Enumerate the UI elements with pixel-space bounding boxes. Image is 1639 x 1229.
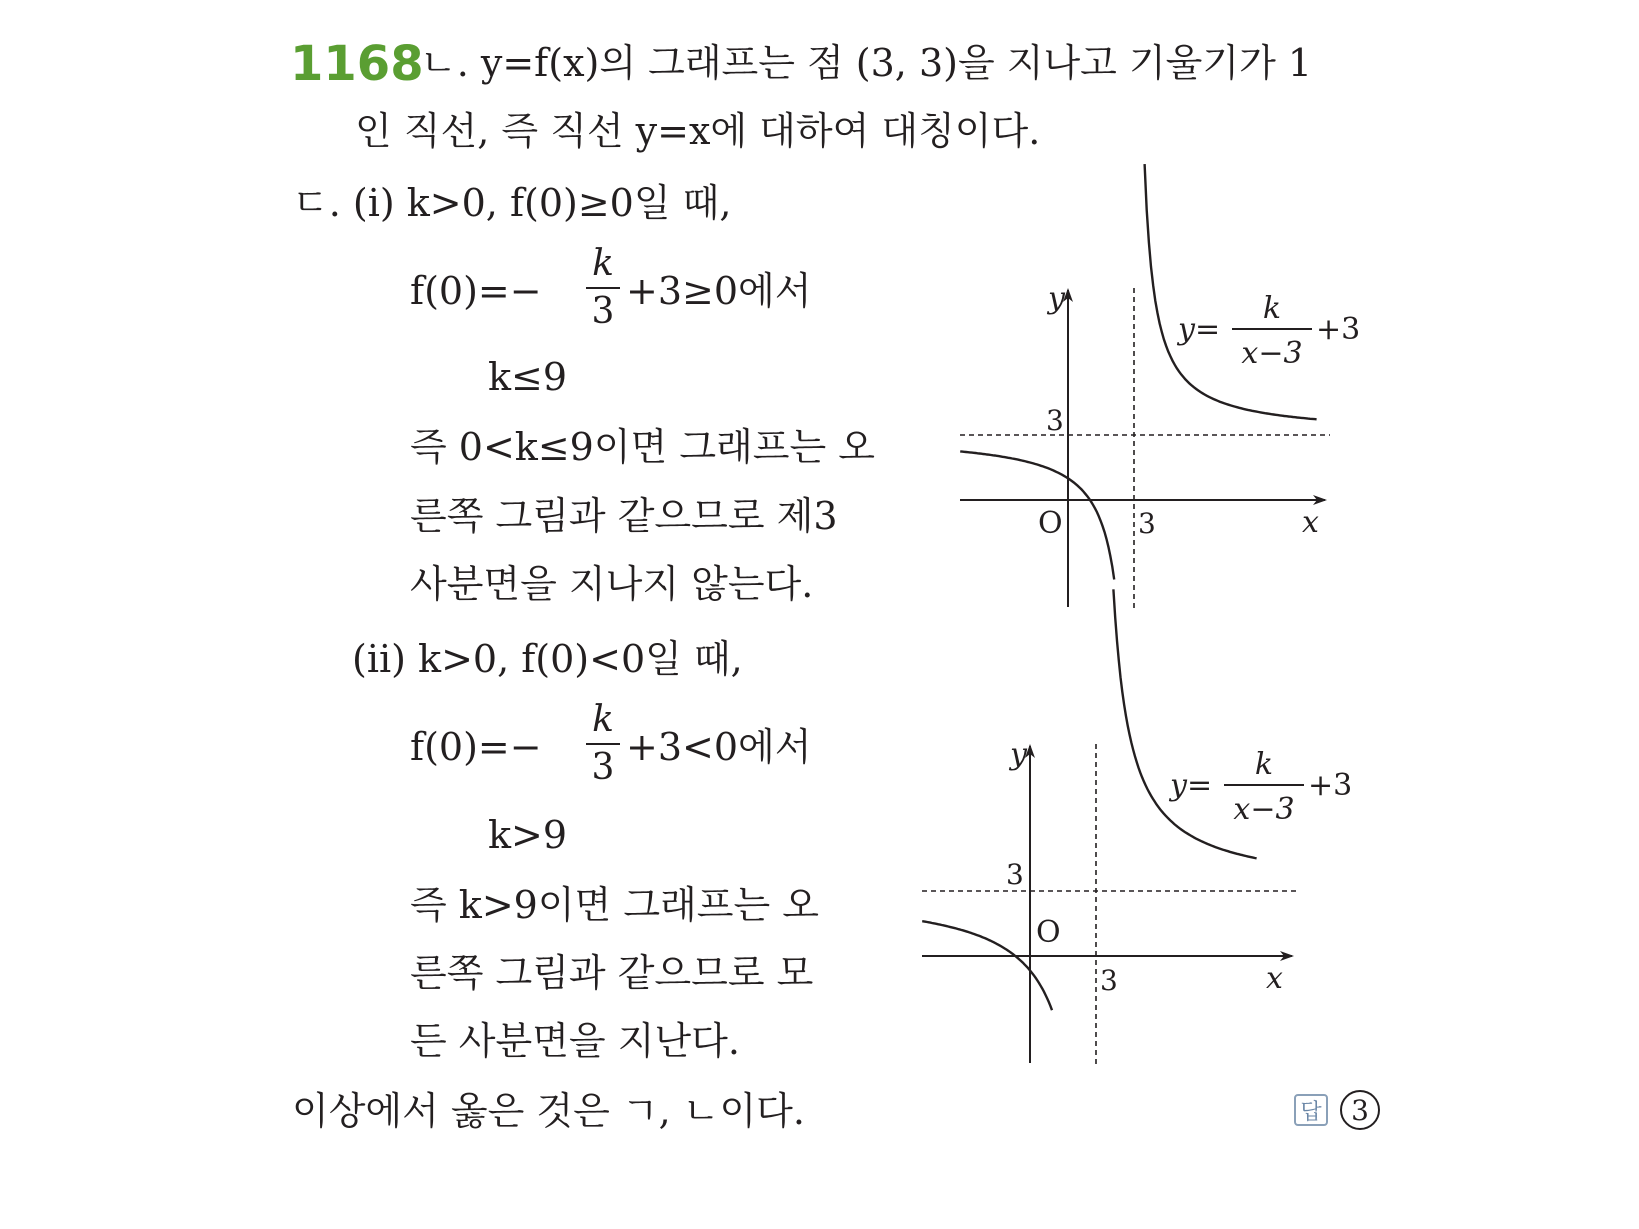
curve-label-suffix: +3	[1308, 768, 1353, 803]
case2-fraction	[586, 699, 620, 788]
curve-label-prefix: y=	[1170, 768, 1213, 803]
origin-label: O	[1036, 915, 1061, 950]
case2-frac-den: 3	[591, 747, 615, 788]
x-tick-label: 3	[1100, 964, 1118, 997]
case2-frac-bar	[586, 743, 620, 745]
y-tick-label: 3	[1006, 858, 1024, 891]
case2-result: k>9	[488, 813, 568, 857]
case1-text2: 른쪽 그림과 같으므로 제3	[410, 494, 838, 538]
graph-case1	[960, 280, 1400, 610]
case1-frac-den: 3	[591, 291, 615, 332]
part-b-line1: ㄴ. y=f(x)의 그래프는 점 (3, 3)을 지나고 기울기가 1	[420, 41, 1313, 85]
case1-fraction	[586, 243, 620, 332]
curve-left-branch	[922, 921, 1052, 1010]
graph-case2	[922, 736, 1400, 1066]
case1-eq-lhs: f(0)=−	[410, 269, 542, 313]
case2-text3: 든 사분면을 지난다.	[410, 1019, 740, 1063]
problem-number: 1168	[290, 36, 424, 92]
y-axis-label: y	[1048, 281, 1065, 316]
case1-frac-num: k	[592, 243, 614, 284]
x-axis-label: x	[1266, 961, 1283, 996]
x-tick-label: 3	[1138, 507, 1156, 540]
x-axis-label: x	[1302, 505, 1319, 540]
case2-frac-num: k	[592, 699, 614, 740]
case1-text3: 사분면을 지나지 않는다.	[410, 562, 814, 606]
part-b-line2: 인 직선, 즉 직선 y=x에 대하여 대칭이다.	[355, 109, 1041, 153]
part-c-case1-label: ㄷ. (i) k>0, f(0)≥0일 때,	[292, 181, 732, 225]
case2-eq-lhs: f(0)=−	[410, 725, 542, 769]
curve-label-den: x−3	[1241, 336, 1303, 371]
curve-label-prefix: y=	[1178, 312, 1221, 347]
case1-frac-bar	[586, 287, 620, 289]
case1-result: k≤9	[488, 355, 568, 399]
part-c-case2-label: (ii) k>0, f(0)<0일 때,	[352, 637, 743, 681]
case2-text2: 른쪽 그림과 같으므로 모	[410, 951, 814, 995]
curve-label-den: x−3	[1233, 792, 1295, 827]
case2-eq-rhs: +3<0에서	[626, 725, 812, 769]
curve-label-num: k	[1254, 747, 1274, 782]
conclusion: 이상에서 옳은 것은 ㄱ, ㄴ이다.	[292, 1089, 805, 1133]
curve-right-branch	[1145, 164, 1317, 419]
case1-eq-rhs: +3≥0에서	[626, 269, 812, 313]
y-axis-label: y	[1010, 737, 1027, 772]
answer-circled: 3	[1340, 1090, 1380, 1130]
answer-icon: 답	[1294, 1094, 1328, 1126]
case2-text1: 즉 k>9이면 그래프는 오	[410, 883, 819, 927]
case1-text1: 즉 0<k≤9이면 그래프는 오	[410, 425, 875, 469]
curve-label-suffix: +3	[1316, 312, 1361, 347]
curve-label-num: k	[1262, 291, 1282, 326]
y-tick-label: 3	[1046, 404, 1064, 437]
origin-label: O	[1038, 506, 1063, 541]
